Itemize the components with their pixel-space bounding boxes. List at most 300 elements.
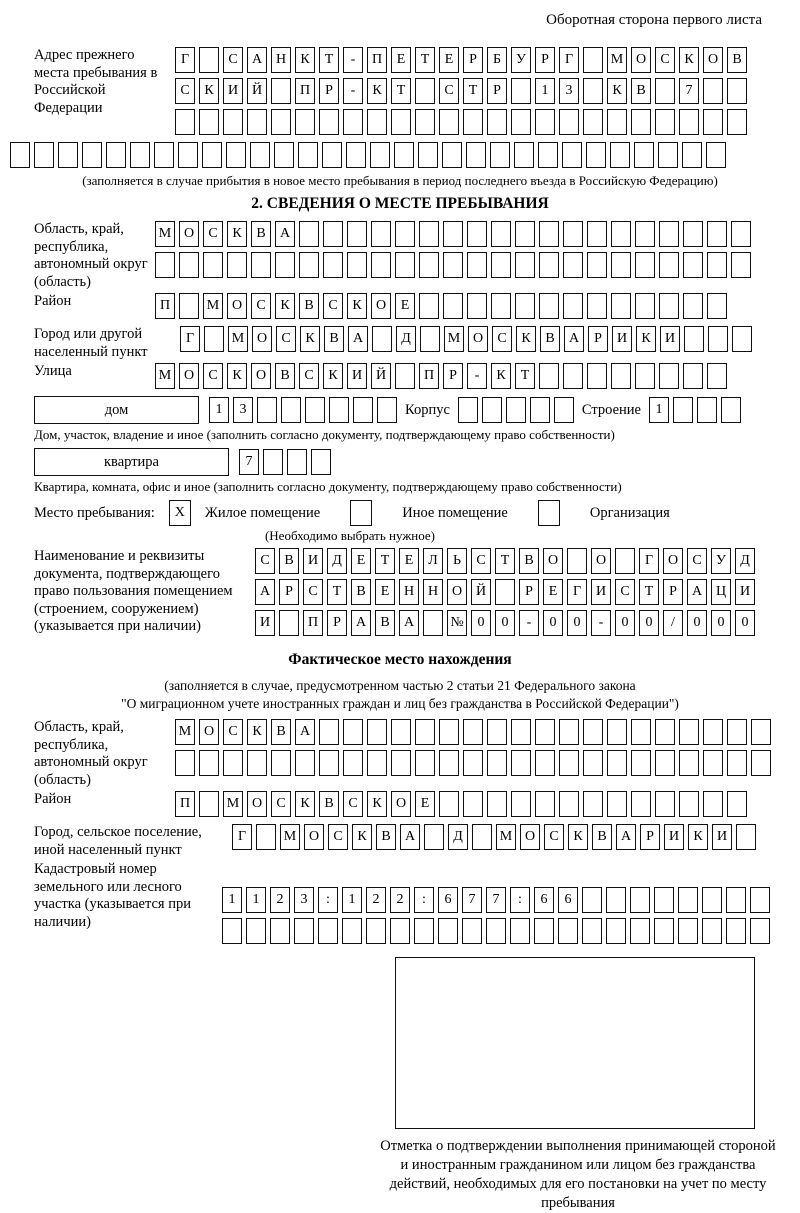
char-box[interactable]: М <box>607 47 627 73</box>
char-box[interactable]: Е <box>375 579 395 605</box>
char-box[interactable] <box>203 252 223 278</box>
char-box[interactable]: С <box>276 326 296 352</box>
char-box[interactable] <box>298 142 318 168</box>
char-box[interactable] <box>419 221 439 247</box>
char-box[interactable] <box>246 918 266 944</box>
char-box[interactable]: С <box>439 78 459 104</box>
char-box[interactable]: К <box>636 326 656 352</box>
char-box[interactable] <box>510 918 530 944</box>
char-box[interactable]: В <box>279 548 299 574</box>
char-box[interactable]: К <box>227 221 247 247</box>
char-box[interactable]: Г <box>175 47 195 73</box>
char-box[interactable] <box>270 918 290 944</box>
char-box[interactable] <box>487 109 507 135</box>
char-box[interactable] <box>390 918 410 944</box>
char-box[interactable]: Е <box>391 47 411 73</box>
char-box[interactable] <box>679 750 699 776</box>
char-box[interactable] <box>415 78 435 104</box>
char-box[interactable] <box>58 142 78 168</box>
char-box[interactable] <box>462 918 482 944</box>
char-box[interactable]: О <box>468 326 488 352</box>
char-box[interactable]: С <box>175 78 195 104</box>
char-box[interactable]: О <box>371 293 391 319</box>
char-box[interactable] <box>247 109 267 135</box>
char-box[interactable] <box>343 719 363 745</box>
char-box[interactable]: Н <box>271 47 291 73</box>
char-box[interactable]: К <box>199 78 219 104</box>
char-box[interactable] <box>34 142 54 168</box>
char-box[interactable]: Р <box>327 610 347 636</box>
char-box[interactable]: О <box>703 47 723 73</box>
char-box[interactable] <box>366 918 386 944</box>
char-box[interactable] <box>372 326 392 352</box>
char-box[interactable] <box>311 449 331 475</box>
char-box[interactable] <box>275 252 295 278</box>
char-box[interactable]: А <box>687 579 707 605</box>
char-box[interactable] <box>223 109 243 135</box>
char-box[interactable] <box>655 719 675 745</box>
char-box[interactable] <box>443 293 463 319</box>
char-box[interactable] <box>458 397 478 423</box>
char-box[interactable] <box>199 791 219 817</box>
char-box[interactable]: 6 <box>558 887 578 913</box>
char-box[interactable] <box>106 142 126 168</box>
char-box[interactable]: 0 <box>711 610 731 636</box>
char-box[interactable] <box>247 750 267 776</box>
char-box[interactable]: М <box>155 221 175 247</box>
char-box[interactable]: К <box>607 78 627 104</box>
char-box[interactable] <box>463 750 483 776</box>
char-box[interactable] <box>587 363 607 389</box>
char-box[interactable] <box>271 750 291 776</box>
char-box[interactable]: П <box>303 610 323 636</box>
char-box[interactable]: В <box>592 824 612 850</box>
char-box[interactable]: 7 <box>486 887 506 913</box>
char-box[interactable] <box>394 142 414 168</box>
char-box[interactable] <box>611 363 631 389</box>
char-box[interactable]: - <box>591 610 611 636</box>
char-box[interactable] <box>347 252 367 278</box>
char-box[interactable]: Е <box>439 47 459 73</box>
char-box[interactable] <box>679 719 699 745</box>
char-box[interactable] <box>750 918 770 944</box>
char-box[interactable] <box>727 109 747 135</box>
char-box[interactable] <box>703 109 723 135</box>
char-box[interactable] <box>318 918 338 944</box>
char-box[interactable] <box>587 293 607 319</box>
char-box[interactable]: Е <box>399 548 419 574</box>
char-box[interactable] <box>353 397 373 423</box>
char-box[interactable] <box>250 142 270 168</box>
char-box[interactable] <box>223 750 243 776</box>
char-box[interactable] <box>703 791 723 817</box>
char-box[interactable]: А <box>348 326 368 352</box>
char-box[interactable] <box>371 252 391 278</box>
char-box[interactable]: С <box>299 363 319 389</box>
char-box[interactable] <box>635 293 655 319</box>
stay-type-checkbox-other[interactable] <box>350 500 372 526</box>
char-box[interactable]: 7 <box>462 887 482 913</box>
char-box[interactable] <box>515 252 535 278</box>
char-box[interactable] <box>279 610 299 636</box>
char-box[interactable] <box>415 750 435 776</box>
char-box[interactable] <box>395 221 415 247</box>
char-box[interactable] <box>530 397 550 423</box>
char-box[interactable] <box>583 109 603 135</box>
char-box[interactable] <box>204 326 224 352</box>
char-box[interactable]: 1 <box>535 78 555 104</box>
char-box[interactable] <box>582 887 602 913</box>
char-box[interactable]: 3 <box>233 397 253 423</box>
char-box[interactable] <box>463 719 483 745</box>
char-box[interactable] <box>707 221 727 247</box>
char-box[interactable] <box>607 719 627 745</box>
char-box[interactable] <box>10 142 30 168</box>
char-box[interactable]: А <box>400 824 420 850</box>
char-box[interactable] <box>319 109 339 135</box>
char-box[interactable]: В <box>319 791 339 817</box>
char-box[interactable]: В <box>727 47 747 73</box>
char-box[interactable] <box>539 221 559 247</box>
char-box[interactable]: Т <box>375 548 395 574</box>
char-box[interactable]: Т <box>327 579 347 605</box>
char-box[interactable]: О <box>543 548 563 574</box>
char-box[interactable]: О <box>179 221 199 247</box>
char-box[interactable] <box>583 47 603 73</box>
char-box[interactable]: О <box>179 363 199 389</box>
char-box[interactable] <box>678 887 698 913</box>
char-box[interactable] <box>586 142 606 168</box>
char-box[interactable] <box>673 397 693 423</box>
char-box[interactable]: Е <box>543 579 563 605</box>
char-box[interactable] <box>130 142 150 168</box>
char-box[interactable] <box>515 293 535 319</box>
char-box[interactable]: И <box>660 326 680 352</box>
char-box[interactable] <box>463 109 483 135</box>
char-box[interactable]: П <box>175 791 195 817</box>
char-box[interactable] <box>487 791 507 817</box>
char-box[interactable] <box>154 142 174 168</box>
char-box[interactable] <box>511 750 531 776</box>
char-box[interactable] <box>683 252 703 278</box>
char-box[interactable]: У <box>511 47 531 73</box>
char-box[interactable]: Т <box>639 579 659 605</box>
char-box[interactable] <box>319 750 339 776</box>
char-box[interactable] <box>679 791 699 817</box>
char-box[interactable] <box>515 221 535 247</box>
char-box[interactable]: И <box>255 610 275 636</box>
char-box[interactable]: Ц <box>711 579 731 605</box>
char-box[interactable]: В <box>275 363 295 389</box>
char-box[interactable] <box>634 142 654 168</box>
char-box[interactable] <box>683 363 703 389</box>
char-box[interactable]: С <box>223 47 243 73</box>
char-box[interactable] <box>467 221 487 247</box>
char-box[interactable] <box>467 293 487 319</box>
char-box[interactable] <box>703 719 723 745</box>
char-box[interactable] <box>263 449 283 475</box>
char-box[interactable] <box>559 750 579 776</box>
char-box[interactable]: 7 <box>239 449 259 475</box>
char-box[interactable]: 1 <box>649 397 669 423</box>
char-box[interactable] <box>654 918 674 944</box>
char-box[interactable] <box>615 548 635 574</box>
char-box[interactable]: Н <box>423 579 443 605</box>
char-box[interactable] <box>439 750 459 776</box>
char-box[interactable] <box>751 719 771 745</box>
char-box[interactable] <box>630 887 650 913</box>
char-box[interactable] <box>319 719 339 745</box>
char-box[interactable]: К <box>568 824 588 850</box>
char-box[interactable]: А <box>564 326 584 352</box>
char-box[interactable] <box>442 142 462 168</box>
char-box[interactable]: 1 <box>209 397 229 423</box>
char-box[interactable]: К <box>227 363 247 389</box>
char-box[interactable] <box>343 750 363 776</box>
char-box[interactable]: О <box>663 548 683 574</box>
char-box[interactable] <box>257 397 277 423</box>
char-box[interactable]: С <box>655 47 675 73</box>
char-box[interactable] <box>175 750 195 776</box>
char-box[interactable]: К <box>352 824 372 850</box>
char-box[interactable]: И <box>664 824 684 850</box>
char-box[interactable]: С <box>323 293 343 319</box>
char-box[interactable]: П <box>295 78 315 104</box>
char-box[interactable]: С <box>251 293 271 319</box>
char-box[interactable] <box>323 221 343 247</box>
char-box[interactable]: 0 <box>471 610 491 636</box>
char-box[interactable] <box>420 326 440 352</box>
char-box[interactable]: М <box>155 363 175 389</box>
char-box[interactable]: Т <box>463 78 483 104</box>
char-box[interactable] <box>563 221 583 247</box>
char-box[interactable]: О <box>227 293 247 319</box>
char-box[interactable] <box>635 221 655 247</box>
char-box[interactable]: И <box>591 579 611 605</box>
char-box[interactable] <box>322 142 342 168</box>
char-box[interactable] <box>511 719 531 745</box>
char-box[interactable] <box>631 719 651 745</box>
char-box[interactable] <box>419 293 439 319</box>
char-box[interactable]: Р <box>519 579 539 605</box>
char-box[interactable]: С <box>223 719 243 745</box>
char-box[interactable]: А <box>275 221 295 247</box>
char-box[interactable] <box>367 750 387 776</box>
char-box[interactable]: 6 <box>534 887 554 913</box>
char-box[interactable] <box>439 109 459 135</box>
char-box[interactable]: С <box>271 791 291 817</box>
char-box[interactable] <box>567 548 587 574</box>
char-box[interactable] <box>655 78 675 104</box>
char-box[interactable] <box>271 78 291 104</box>
char-box[interactable] <box>679 109 699 135</box>
char-box[interactable]: К <box>367 78 387 104</box>
char-box[interactable]: Г <box>559 47 579 73</box>
char-box[interactable] <box>583 719 603 745</box>
char-box[interactable] <box>490 142 510 168</box>
char-box[interactable] <box>179 252 199 278</box>
char-box[interactable] <box>227 252 247 278</box>
char-box[interactable] <box>487 719 507 745</box>
char-box[interactable]: 2 <box>270 887 290 913</box>
char-box[interactable]: Т <box>495 548 515 574</box>
char-box[interactable]: Й <box>247 78 267 104</box>
char-box[interactable]: С <box>615 579 635 605</box>
char-box[interactable] <box>395 252 415 278</box>
char-box[interactable] <box>495 579 515 605</box>
char-box[interactable]: А <box>295 719 315 745</box>
char-box[interactable]: И <box>712 824 732 850</box>
char-box[interactable] <box>439 791 459 817</box>
char-box[interactable]: Н <box>399 579 419 605</box>
char-box[interactable] <box>491 221 511 247</box>
char-box[interactable]: Р <box>487 78 507 104</box>
char-box[interactable] <box>631 109 651 135</box>
char-box[interactable] <box>466 142 486 168</box>
char-box[interactable]: А <box>616 824 636 850</box>
char-box[interactable]: 1 <box>246 887 266 913</box>
char-box[interactable]: А <box>255 579 275 605</box>
char-box[interactable]: С <box>303 579 323 605</box>
char-box[interactable] <box>295 109 315 135</box>
char-box[interactable] <box>295 750 315 776</box>
char-box[interactable] <box>750 887 770 913</box>
char-box[interactable]: О <box>251 363 271 389</box>
char-box[interactable]: - <box>519 610 539 636</box>
char-box[interactable] <box>179 293 199 319</box>
char-box[interactable]: М <box>203 293 223 319</box>
char-box[interactable]: П <box>419 363 439 389</box>
char-box[interactable]: С <box>544 824 564 850</box>
char-box[interactable] <box>655 791 675 817</box>
char-box[interactable] <box>487 750 507 776</box>
char-box[interactable] <box>202 142 222 168</box>
char-box[interactable]: С <box>255 548 275 574</box>
char-box[interactable] <box>367 109 387 135</box>
char-box[interactable] <box>391 750 411 776</box>
char-box[interactable]: И <box>735 579 755 605</box>
char-box[interactable] <box>635 252 655 278</box>
char-box[interactable] <box>256 824 276 850</box>
char-box[interactable] <box>226 142 246 168</box>
char-box[interactable] <box>708 326 728 352</box>
char-box[interactable]: В <box>519 548 539 574</box>
char-box[interactable] <box>178 142 198 168</box>
char-box[interactable] <box>370 142 390 168</box>
char-box[interactable]: К <box>275 293 295 319</box>
char-box[interactable] <box>702 918 722 944</box>
stay-type-checkbox-organization[interactable] <box>538 500 560 526</box>
char-box[interactable] <box>635 363 655 389</box>
char-box[interactable] <box>329 397 349 423</box>
char-box[interactable]: О <box>520 824 540 850</box>
char-box[interactable]: С <box>203 363 223 389</box>
char-box[interactable]: Й <box>471 579 491 605</box>
char-box[interactable]: В <box>376 824 396 850</box>
char-box[interactable]: О <box>199 719 219 745</box>
char-box[interactable]: 0 <box>639 610 659 636</box>
char-box[interactable] <box>467 252 487 278</box>
char-box[interactable] <box>347 221 367 247</box>
char-box[interactable] <box>486 918 506 944</box>
char-box[interactable]: С <box>687 548 707 574</box>
char-box[interactable]: Р <box>279 579 299 605</box>
char-box[interactable]: 0 <box>567 610 587 636</box>
char-box[interactable]: С <box>471 548 491 574</box>
char-box[interactable] <box>659 293 679 319</box>
char-box[interactable]: О <box>591 548 611 574</box>
char-box[interactable] <box>491 293 511 319</box>
char-box[interactable] <box>391 109 411 135</box>
char-box[interactable] <box>299 252 319 278</box>
char-box[interactable]: Т <box>515 363 535 389</box>
char-box[interactable]: Й <box>371 363 391 389</box>
char-box[interactable] <box>535 791 555 817</box>
char-box[interactable] <box>732 326 752 352</box>
char-box[interactable] <box>511 109 531 135</box>
char-box[interactable]: 3 <box>294 887 314 913</box>
char-box[interactable] <box>682 142 702 168</box>
char-box[interactable] <box>438 918 458 944</box>
char-box[interactable] <box>554 397 574 423</box>
char-box[interactable]: 0 <box>687 610 707 636</box>
char-box[interactable] <box>199 109 219 135</box>
char-box[interactable] <box>539 252 559 278</box>
char-box[interactable] <box>563 363 583 389</box>
char-box[interactable] <box>703 750 723 776</box>
char-box[interactable] <box>251 252 271 278</box>
char-box[interactable] <box>611 293 631 319</box>
char-box[interactable] <box>683 293 703 319</box>
char-box[interactable] <box>539 363 559 389</box>
char-box[interactable] <box>511 78 531 104</box>
char-box[interactable] <box>726 887 746 913</box>
char-box[interactable] <box>611 252 631 278</box>
char-box[interactable]: К <box>323 363 343 389</box>
char-box[interactable]: 6 <box>438 887 458 913</box>
char-box[interactable]: М <box>496 824 516 850</box>
char-box[interactable]: Г <box>232 824 252 850</box>
char-box[interactable] <box>611 221 631 247</box>
char-box[interactable]: К <box>300 326 320 352</box>
char-box[interactable] <box>287 449 307 475</box>
char-box[interactable] <box>414 918 434 944</box>
char-box[interactable]: А <box>247 47 267 73</box>
char-box[interactable]: И <box>347 363 367 389</box>
char-box[interactable] <box>659 221 679 247</box>
char-box[interactable] <box>535 719 555 745</box>
char-box[interactable]: : <box>510 887 530 913</box>
char-box[interactable] <box>587 252 607 278</box>
char-box[interactable]: - <box>467 363 487 389</box>
char-box[interactable]: О <box>391 791 411 817</box>
char-box[interactable]: П <box>367 47 387 73</box>
char-box[interactable] <box>559 719 579 745</box>
char-box[interactable] <box>391 719 411 745</box>
char-box[interactable] <box>607 750 627 776</box>
char-box[interactable] <box>506 397 526 423</box>
char-box[interactable]: Г <box>180 326 200 352</box>
char-box[interactable]: 0 <box>495 610 515 636</box>
char-box[interactable]: М <box>444 326 464 352</box>
char-box[interactable]: В <box>375 610 395 636</box>
char-box[interactable]: В <box>351 579 371 605</box>
char-box[interactable] <box>563 252 583 278</box>
char-box[interactable]: Е <box>395 293 415 319</box>
char-box[interactable] <box>463 791 483 817</box>
char-box[interactable] <box>439 719 459 745</box>
char-box[interactable] <box>419 252 439 278</box>
